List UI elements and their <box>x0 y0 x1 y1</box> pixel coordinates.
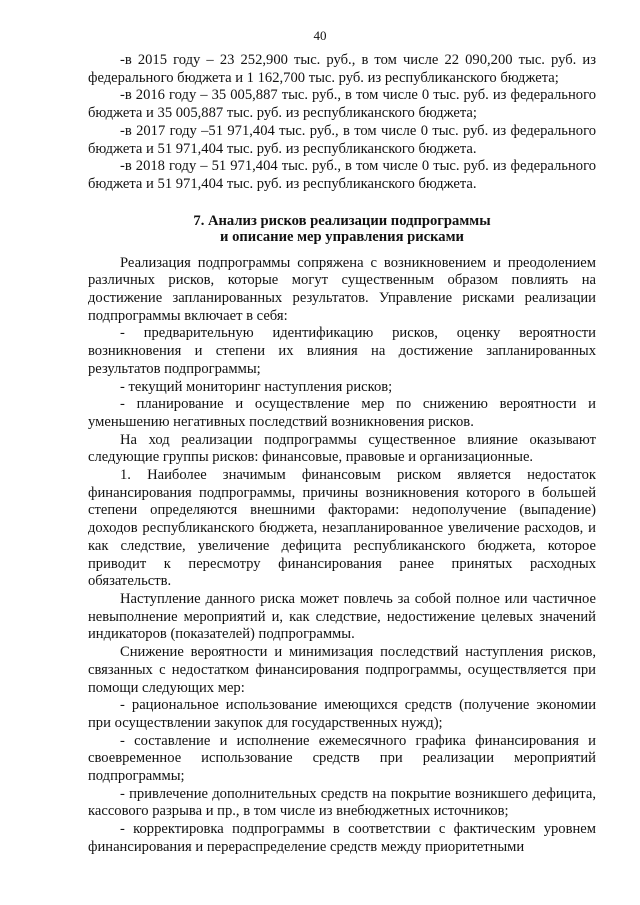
list-item-schedule: - составление и исполнение ежемесячного графика финансирования и своевременное использование средств при реализации мероприятий подпрограммы; <box>88 732 596 785</box>
funding-item-2017: -в 2017 году –51 971,404 тыс. руб., в том числе 0 тыс. руб. из федерального бюджета и 51 971,404 тыс. руб. из республиканского бюджета. <box>88 122 596 157</box>
paragraph-financial-risk: 1. Наиболее значимым финансовым риском является недостаток финансирования подпрограммы, причины возникновения которого в большей степени определяются внешними факторами: недополучение (выпадение) доходов республиканского бюджета, незапланированное увеличение расходов, и как следствие, увеличение дефицита республиканского бюджета, которое приводит к пересмотру финансирования ранее принятых расходных обязательств. <box>88 467 596 590</box>
list-item-monitoring: - текущий мониторинг наступления рисков; <box>120 378 393 395</box>
funding-item-2018: -в 2018 году – 51 971,404 тыс. руб., в том числе 0 тыс. руб. из федерального бюджета и 51 971,404 тыс. руб. из республиканского бюджета. <box>88 158 596 192</box>
list-item-additional-funds: - привлечение дополнительных средств на покрытие возникшего дефицита, кассового разрыва и пр., в том числе из внебюджетных источников; <box>88 785 596 820</box>
paragraph-risk-consequences: Наступление данного риска может повлечь за собой полное или частичное невыполнение мероприятий и, как следствие, недостижение целевых значений индикаторов (показателей) подпрограммы. <box>88 590 596 643</box>
paragraph-intro: Реализация подпрограммы сопряжена с возникновением и преодолением различных рисков, которые могут существенным образом повлиять на достижение запланированных результатов. Управление рисками реализации подпрограммы включает в себя: <box>88 254 596 324</box>
funding-item-2015: -в 2015 году – 23 252,900 тыс. руб., в том числе 22 090,200 тыс. руб. из федерального бюджета и 1 162,700 тыс. руб. из республиканского бюджета; <box>88 52 596 86</box>
page-content <box>88 52 596 857</box>
paragraph-mitigation: Снижение вероятности и минимизация последствий наступления рисков, связанных с недостатком финансирования подпрограммы, осуществляется при помощи следующих мер: <box>88 644 596 696</box>
funding-item-2016: -в 2016 году – 35 005,887 тыс. руб., в том числе 0 тыс. руб. из федерального бюджета и 35 005,887 тыс. руб. из республиканского бюджета; <box>88 87 596 122</box>
list-item-rational-use: - рациональное использование имеющихся средств (получение экономии при осуществлении закупок для государственных нужд); <box>88 697 596 731</box>
section-heading-line-1: 7. Анализ рисков реализации подпрограммы <box>193 212 491 229</box>
section-heading-line-2: и описание мер управления рисками <box>220 229 464 246</box>
section-heading <box>88 213 596 246</box>
list-item-planning: - планирование и осуществление мер по снижению вероятности и уменьшению негативных последствий возникновения рисков. <box>88 396 596 430</box>
list-item-adjustment: - корректировка подпрограммы в соответствии с фактическим уровнем финансирования и перераспределение средств между приоритетными <box>88 821 596 855</box>
paragraph-risk-groups: На ход реализации подпрограммы существенное влияние оказывают следующие группы рисков: финансовые, правовые и организационные. <box>88 431 596 466</box>
funding-list <box>88 52 596 194</box>
page-number: 40 <box>313 28 327 43</box>
section-body <box>88 255 596 857</box>
list-item-identification: - предварительную идентификацию рисков, оценку вероятности возникновения и степени их влияния на достижение запланированных результатов подпрограммы; <box>88 325 596 377</box>
